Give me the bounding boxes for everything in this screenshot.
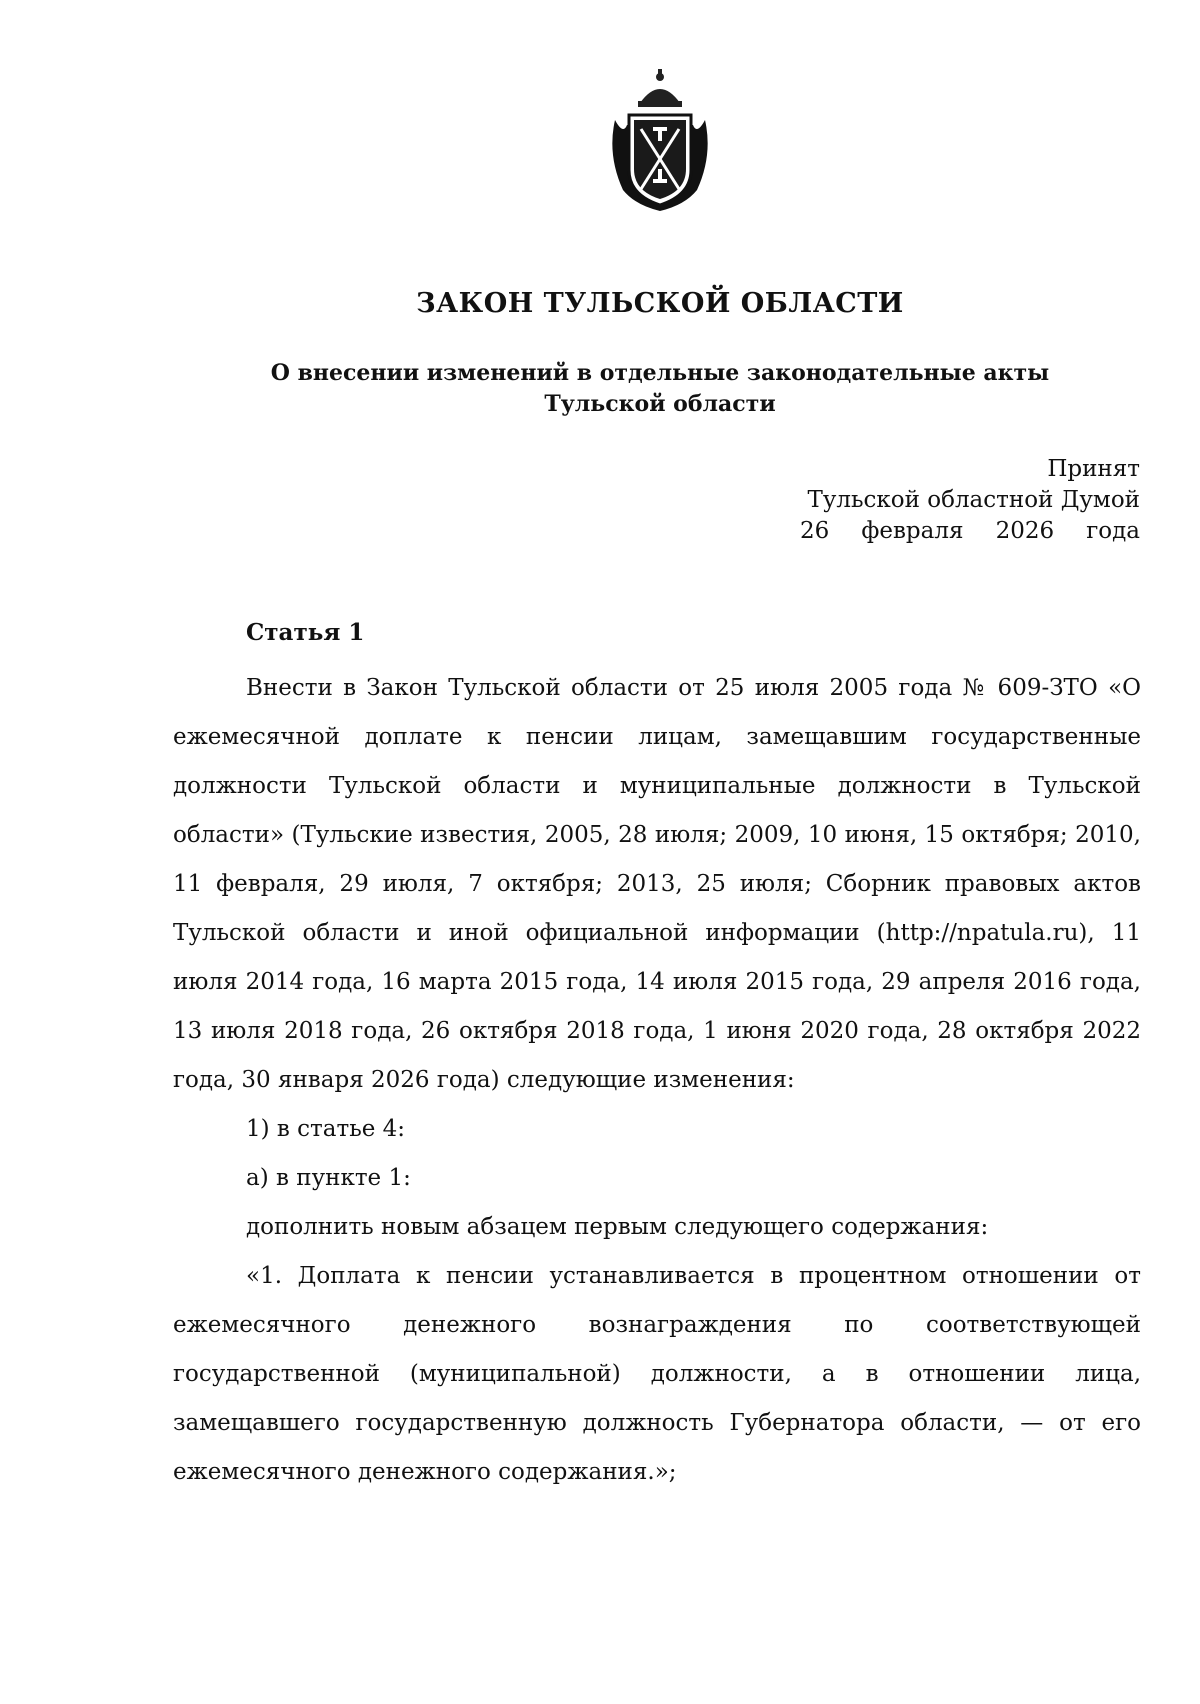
adoption-month: февраля xyxy=(861,518,964,544)
adoption-year: 2026 xyxy=(995,518,1055,544)
adoption-year-word: года xyxy=(1086,518,1140,544)
coat-of-arms-icon xyxy=(605,65,715,215)
paragraph: 1) в статье 4: xyxy=(246,1116,406,1142)
paragraph: «1. Доплата к пенсии устанавливается в процентном отношении от ежемесячного денежного вознаграждения по соответствующей государственной (муниципальной) должности, а в отношении лица, замещавшего государственную должность Губернатора области, — от его ежемесячного денежного содержания.»; xyxy=(173,1263,1141,1485)
paragraph: а) в пункте 1: xyxy=(246,1165,411,1191)
adoption-day: 26 xyxy=(800,518,830,544)
document-subtitle xyxy=(170,358,1150,420)
adoption-date xyxy=(800,516,1140,547)
document-title: ЗАКОН ТУЛЬСКОЙ ОБЛАСТИ xyxy=(416,288,904,319)
subtitle-line: Тульской области xyxy=(544,391,776,417)
adoption-block xyxy=(800,454,1140,547)
article-heading: Статья 1 xyxy=(246,619,365,646)
adoption-body: Тульской областной Думой xyxy=(807,487,1140,513)
paragraph: дополнить новым абзацем первым следующего содержания: xyxy=(246,1214,989,1240)
subtitle-line: О внесении изменений в отдельные законодательные акты xyxy=(270,360,1050,386)
adoption-label: Принят xyxy=(1047,456,1140,482)
paragraph: Внести в Закон Тульской области от 25 июля 2005 года № 609-ЗТО «О ежемесячной доплате к пенсии лицам, замещавшим государственные должности Тульской области и муниципальные должности в Тульской области» (Тульские известия, 2005, 28 июля; 2009, 10 июня, 15 октября; 2010, 11 февраля, 29 июля, 7 октября; 2013, 25 июля; Сборник правовых актов Тульской области и иной официальной информации (http://npatula.ru), 11 июля 2014 года, 16 марта 2015 года, 14 июля 2015 года, 29 апреля 2016 года, 13 июля 2018 года, 26 октября 2018 года, 1 июня 2020 года, 28 октября 2022 года, 30 января 2026 года) следующие изменения: xyxy=(173,675,1141,1093)
article-body xyxy=(173,664,1141,1497)
